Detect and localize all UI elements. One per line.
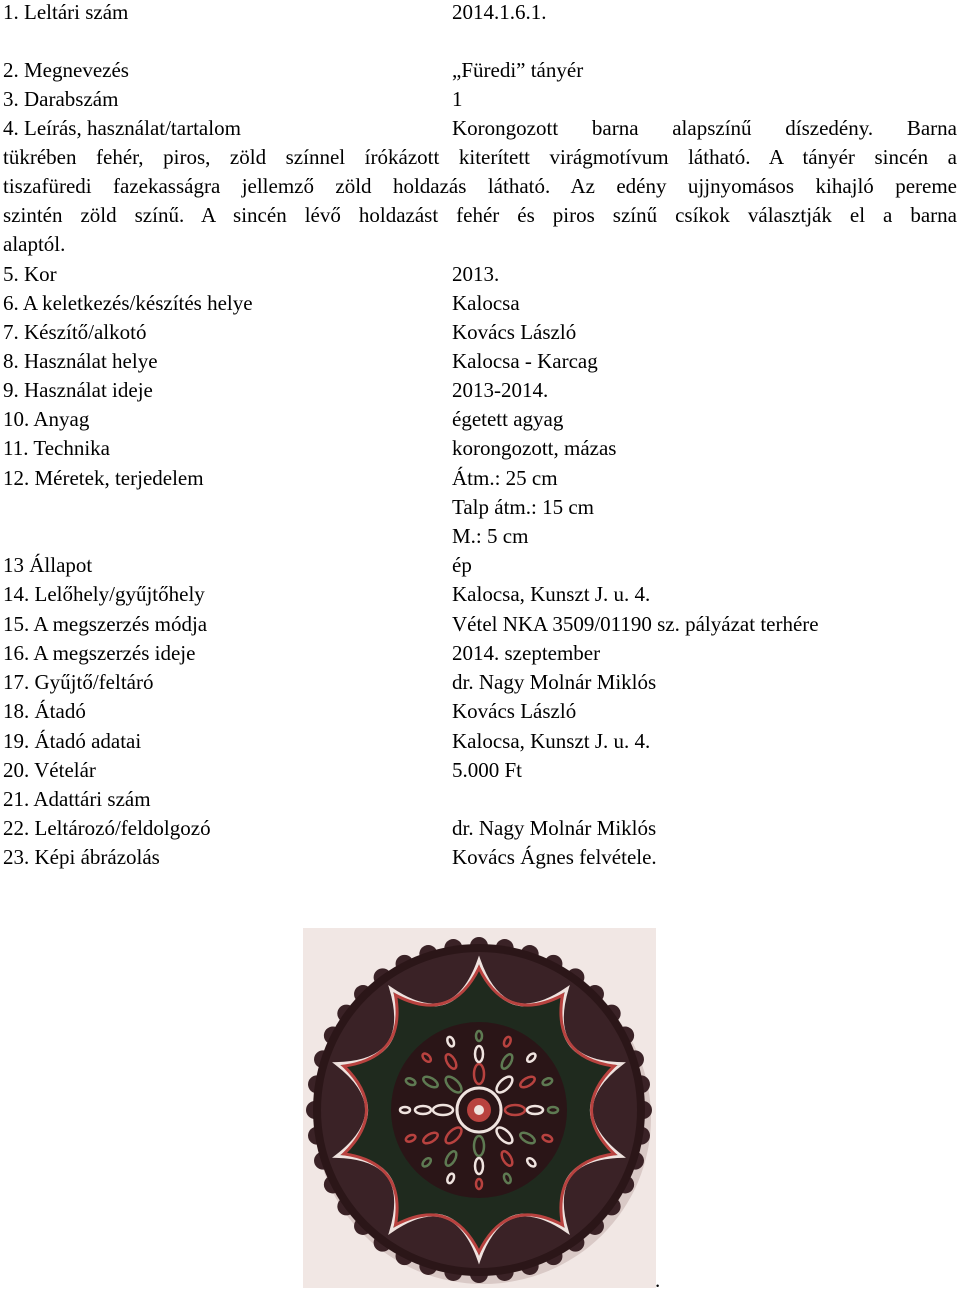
trailing-dot: . xyxy=(655,1268,661,1292)
field-value-findspot: Kalocsa, Kunszt J. u. 4. xyxy=(452,582,651,606)
field-label-count: 3. Darabszám xyxy=(3,87,119,111)
field-label-maker: 7. Készítő/alkotó xyxy=(3,320,147,344)
field-value-condition: ép xyxy=(452,553,472,577)
description-line: tiszafüredi fazekasságra jellemző zöld holdazás látható. Az edény ujjnyomásos kihajló pereme xyxy=(3,174,957,198)
field-label-technique: 11. Technika xyxy=(3,436,110,460)
field-value-description: Korongozott barna alapszínű díszedény. Barna xyxy=(452,116,957,140)
field-value-usage-place: Kalocsa - Karcag xyxy=(452,349,598,373)
field-value-inventory-processor: dr. Nagy Molnár Miklós xyxy=(452,816,657,840)
field-label-name: 2. Megnevezés xyxy=(3,58,129,82)
field-label-origin-place: 6. A keletkezés/készítés helye xyxy=(3,291,253,315)
field-value-technique: korongozott, mázas xyxy=(452,436,617,460)
field-label-usage-time: 9. Használat ideje xyxy=(3,378,153,402)
field-label-inventory-number: 1. Leltári szám xyxy=(3,0,129,24)
field-value-inventory-number: 2014.1.6.1. xyxy=(452,0,547,24)
field-value-transferor: Kovács László xyxy=(452,699,577,723)
field-value-name: „Füredi” tányér xyxy=(452,58,584,82)
field-value-dimensions-height: M.: 5 cm xyxy=(452,524,529,548)
field-value-dimensions: Átm.: 25 cm xyxy=(452,466,558,490)
field-value-transferor-details: Kalocsa, Kunszt J. u. 4. xyxy=(452,729,651,753)
field-label-material: 10. Anyag xyxy=(3,407,90,431)
field-label-collector: 17. Gyűjtő/feltáró xyxy=(3,670,154,694)
field-label-dimensions: 12. Méretek, terjedelem xyxy=(3,466,204,490)
field-value-dimensions-base: Talp átm.: 15 cm xyxy=(452,495,594,519)
field-label-price: 20. Vételár xyxy=(3,758,96,782)
description-line: tükrében fehér, piros, zöld színnel írókázott kiterített virágmotívum látható. A tányér sincén a xyxy=(3,145,957,169)
field-label-usage-place: 8. Használat helye xyxy=(3,349,158,373)
plate-photo xyxy=(303,928,656,1288)
field-label-findspot: 14. Lelőhely/gyűjtőhely xyxy=(3,582,205,606)
field-value-origin-place: Kalocsa xyxy=(452,291,520,315)
field-label-image: 23. Képi ábrázolás xyxy=(3,845,160,869)
field-label-condition: 13 Állapot xyxy=(3,553,93,577)
plate-illustration xyxy=(303,928,656,1288)
field-value-maker: Kovács László xyxy=(452,320,577,344)
field-label-description: 4. Leírás, használat/tartalom xyxy=(3,116,241,140)
field-value-acquisition-method: Vétel NKA 3509/01190 sz. pályázat terhére xyxy=(452,612,819,636)
field-label-inventory-processor: 22. Leltározó/feldolgozó xyxy=(3,816,211,840)
field-value-collector: dr. Nagy Molnár Miklós xyxy=(452,670,657,694)
field-label-archive-number: 21. Adattári szám xyxy=(3,787,151,811)
description-line: alaptól. xyxy=(3,232,66,256)
field-value-material: égetett agyag xyxy=(452,407,564,431)
field-label-acquisition-date: 16. A megszerzés ideje xyxy=(3,641,196,665)
field-label-acquisition-method: 15. A megszerzés módja xyxy=(3,612,208,636)
field-label-transferor-details: 19. Átadó adatai xyxy=(3,729,142,753)
field-value-age: 2013. xyxy=(452,262,500,286)
field-label-transferor: 18. Átadó xyxy=(3,699,86,723)
description-line: szintén zöld színű. A sincén lévő holdazást fehér és piros színű csíkok választják el a barna xyxy=(3,203,957,227)
field-value-price: 5.000 Ft xyxy=(452,758,523,782)
field-value-image: Kovács Ágnes felvétele. xyxy=(452,845,657,869)
field-value-acquisition-date: 2014. szeptember xyxy=(452,641,601,665)
field-label-age: 5. Kor xyxy=(3,262,57,286)
field-value-usage-time: 2013-2014. xyxy=(452,378,549,402)
field-value-count: 1 xyxy=(452,87,463,111)
